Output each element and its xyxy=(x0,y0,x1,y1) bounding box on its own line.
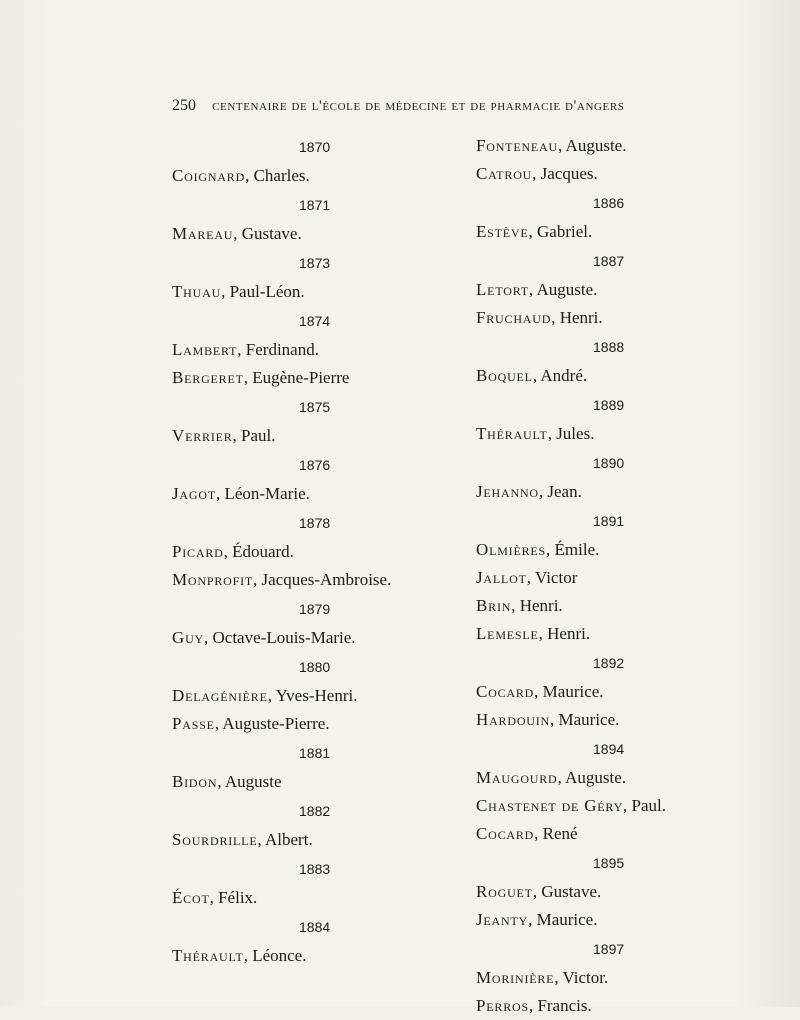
year-heading: 1873 xyxy=(299,255,331,271)
graduate-entry xyxy=(476,706,736,734)
surname: Thérault xyxy=(172,946,244,965)
year-heading: 1888 xyxy=(593,339,625,355)
graduate-entry xyxy=(172,710,462,738)
given-names: , Jacques. xyxy=(532,164,598,183)
surname: Letort xyxy=(476,280,529,299)
surname: Thuau xyxy=(172,282,222,301)
graduate-entry xyxy=(172,566,462,594)
given-names: , Ferdinand. xyxy=(237,340,319,359)
surname: Jehanno xyxy=(476,482,539,501)
surname: Thérault xyxy=(476,424,548,443)
given-names: , Auguste-Pierre. xyxy=(214,714,330,733)
given-names: , Paul. xyxy=(232,426,276,445)
graduate-entry xyxy=(172,220,462,248)
surname: Picard xyxy=(172,542,224,561)
given-names: , René xyxy=(534,824,578,843)
given-names: , Albert. xyxy=(257,830,313,849)
given-names: , Victor xyxy=(526,568,578,587)
graduate-entry xyxy=(476,478,736,506)
surname: Brin xyxy=(476,596,512,615)
given-names: , Gustave. xyxy=(532,882,602,901)
surname: Lambert xyxy=(172,340,238,359)
graduate-entry xyxy=(172,422,462,450)
surname: Monprofit xyxy=(172,570,253,589)
surname: Écot xyxy=(172,888,210,907)
given-names: , Auguste. xyxy=(557,136,627,155)
surname: Mareau xyxy=(172,224,234,243)
surname: Jagot xyxy=(172,484,216,503)
year-heading: 1871 xyxy=(299,197,331,213)
surname: Guy xyxy=(172,628,205,647)
surname: Catrou xyxy=(476,164,533,183)
graduate-entry xyxy=(172,364,462,392)
graduate-entry xyxy=(476,420,736,448)
graduate-entry xyxy=(476,592,736,620)
given-names: , Jean. xyxy=(538,482,582,501)
surname: Cocard xyxy=(476,824,535,843)
surname: Bidon xyxy=(172,772,218,791)
given-names: , Charles. xyxy=(245,166,310,185)
year-heading: 1897 xyxy=(593,941,625,957)
graduate-entry xyxy=(172,942,462,970)
surname: Hardouin xyxy=(476,710,551,729)
year-heading: 1884 xyxy=(299,919,331,935)
given-names: , Gustave. xyxy=(233,224,302,243)
given-names: , Félix. xyxy=(209,888,258,907)
graduate-entry xyxy=(476,764,736,792)
given-names: , Gabriel. xyxy=(528,222,593,241)
year-heading: 1875 xyxy=(299,399,331,415)
year-heading: 1891 xyxy=(593,513,625,529)
given-names: , Henri. xyxy=(551,308,603,327)
year-heading: 1882 xyxy=(299,803,331,819)
left-column xyxy=(172,132,462,970)
graduate-entry xyxy=(476,678,736,706)
given-names: , Maurice. xyxy=(528,910,598,929)
graduate-entry xyxy=(476,132,736,160)
graduate-entry xyxy=(476,906,736,934)
given-names: , Henri. xyxy=(538,624,591,643)
given-names: , Léon-Marie. xyxy=(215,484,310,503)
page-number: 250 xyxy=(172,97,196,114)
surname: Passe xyxy=(172,714,215,733)
given-names: , Auguste. xyxy=(557,768,626,787)
surname: Jallot xyxy=(476,568,527,587)
graduate-entry xyxy=(476,992,736,1020)
graduate-entry xyxy=(476,304,736,332)
given-names: , Paul. xyxy=(623,796,667,815)
running-header xyxy=(172,97,692,115)
graduate-entry xyxy=(172,682,462,710)
header-title: centenaire de l'école de médecine et de pharmacie d'angers xyxy=(212,98,625,114)
year-heading: 1880 xyxy=(299,659,331,675)
surname: Maugourd xyxy=(476,768,558,787)
surname: Lemesle xyxy=(476,624,539,643)
graduate-entry xyxy=(476,536,736,564)
given-names: , Émile. xyxy=(546,540,600,559)
given-names: , Yves-Henri. xyxy=(267,686,358,705)
given-names: , Jacques-Ambroise. xyxy=(253,570,392,589)
given-names: , André. xyxy=(532,366,588,385)
year-heading: 1887 xyxy=(593,253,625,269)
graduate-entry xyxy=(476,564,736,592)
year-heading: 1892 xyxy=(593,655,625,671)
given-names: , Auguste. xyxy=(528,280,598,299)
given-names: , Paul-Léon. xyxy=(221,282,305,301)
surname: Roguet xyxy=(476,882,533,901)
given-names: , Édouard. xyxy=(223,542,294,561)
surname: Fonteneau xyxy=(476,136,558,155)
surname: Fruchaud xyxy=(476,308,552,327)
graduate-entry xyxy=(172,538,462,566)
year-heading: 1890 xyxy=(593,455,625,471)
given-names: , Francis. xyxy=(528,996,592,1015)
surname: Verrier xyxy=(172,426,233,445)
year-heading: 1889 xyxy=(593,397,625,413)
year-heading: 1876 xyxy=(299,457,331,473)
graduate-entry xyxy=(172,480,462,508)
surname: Olmières xyxy=(476,540,547,559)
given-names: , Maurice. xyxy=(550,710,620,729)
year-heading: 1879 xyxy=(299,601,331,617)
graduate-entry xyxy=(172,336,462,364)
graduate-entry xyxy=(172,624,462,652)
year-heading: 1886 xyxy=(593,195,625,211)
given-names: , Henri. xyxy=(511,596,563,615)
given-names: , Maurice. xyxy=(534,682,604,701)
surname: Morinière xyxy=(476,968,555,987)
graduate-entry xyxy=(476,964,736,992)
surname: Cocard xyxy=(476,682,535,701)
surname: Bergeret xyxy=(172,368,244,387)
graduate-entry xyxy=(476,218,736,246)
year-heading: 1870 xyxy=(299,139,331,155)
given-names: , Léonce. xyxy=(243,946,307,965)
graduate-entry xyxy=(476,820,736,848)
year-heading: 1883 xyxy=(299,861,331,877)
year-heading: 1874 xyxy=(299,313,331,329)
given-names: , Auguste xyxy=(217,772,282,791)
right-column xyxy=(476,132,736,1020)
year-heading: 1878 xyxy=(299,515,331,531)
graduate-entry xyxy=(476,362,736,390)
surname: Boquel xyxy=(476,366,533,385)
graduate-entry xyxy=(476,160,736,188)
given-names: , Jules. xyxy=(547,424,595,443)
surname: Estève xyxy=(476,222,529,241)
given-names: , Octave-Louis-Marie. xyxy=(204,628,356,647)
given-names: , Eugène-Pierre xyxy=(243,368,350,387)
graduate-entry xyxy=(476,878,736,906)
year-heading: 1881 xyxy=(299,745,331,761)
year-heading: 1895 xyxy=(593,855,625,871)
graduate-entry xyxy=(476,276,736,304)
surname: Delagénière xyxy=(172,686,268,705)
graduate-entry xyxy=(172,768,462,796)
graduate-entry xyxy=(476,620,736,648)
surname: Perros xyxy=(476,996,529,1015)
given-names: , Victor. xyxy=(554,968,609,987)
graduate-entry xyxy=(172,162,462,190)
graduate-entry xyxy=(476,792,736,820)
surname: Sourdrille xyxy=(172,830,258,849)
graduate-entry xyxy=(172,278,462,306)
graduate-entry xyxy=(172,884,462,912)
year-heading: 1894 xyxy=(593,741,625,757)
surname: Chastenet de Géry xyxy=(476,796,624,815)
graduate-entry xyxy=(172,826,462,854)
surname: Jeanty xyxy=(476,910,529,929)
surname: Coignard xyxy=(172,166,246,185)
